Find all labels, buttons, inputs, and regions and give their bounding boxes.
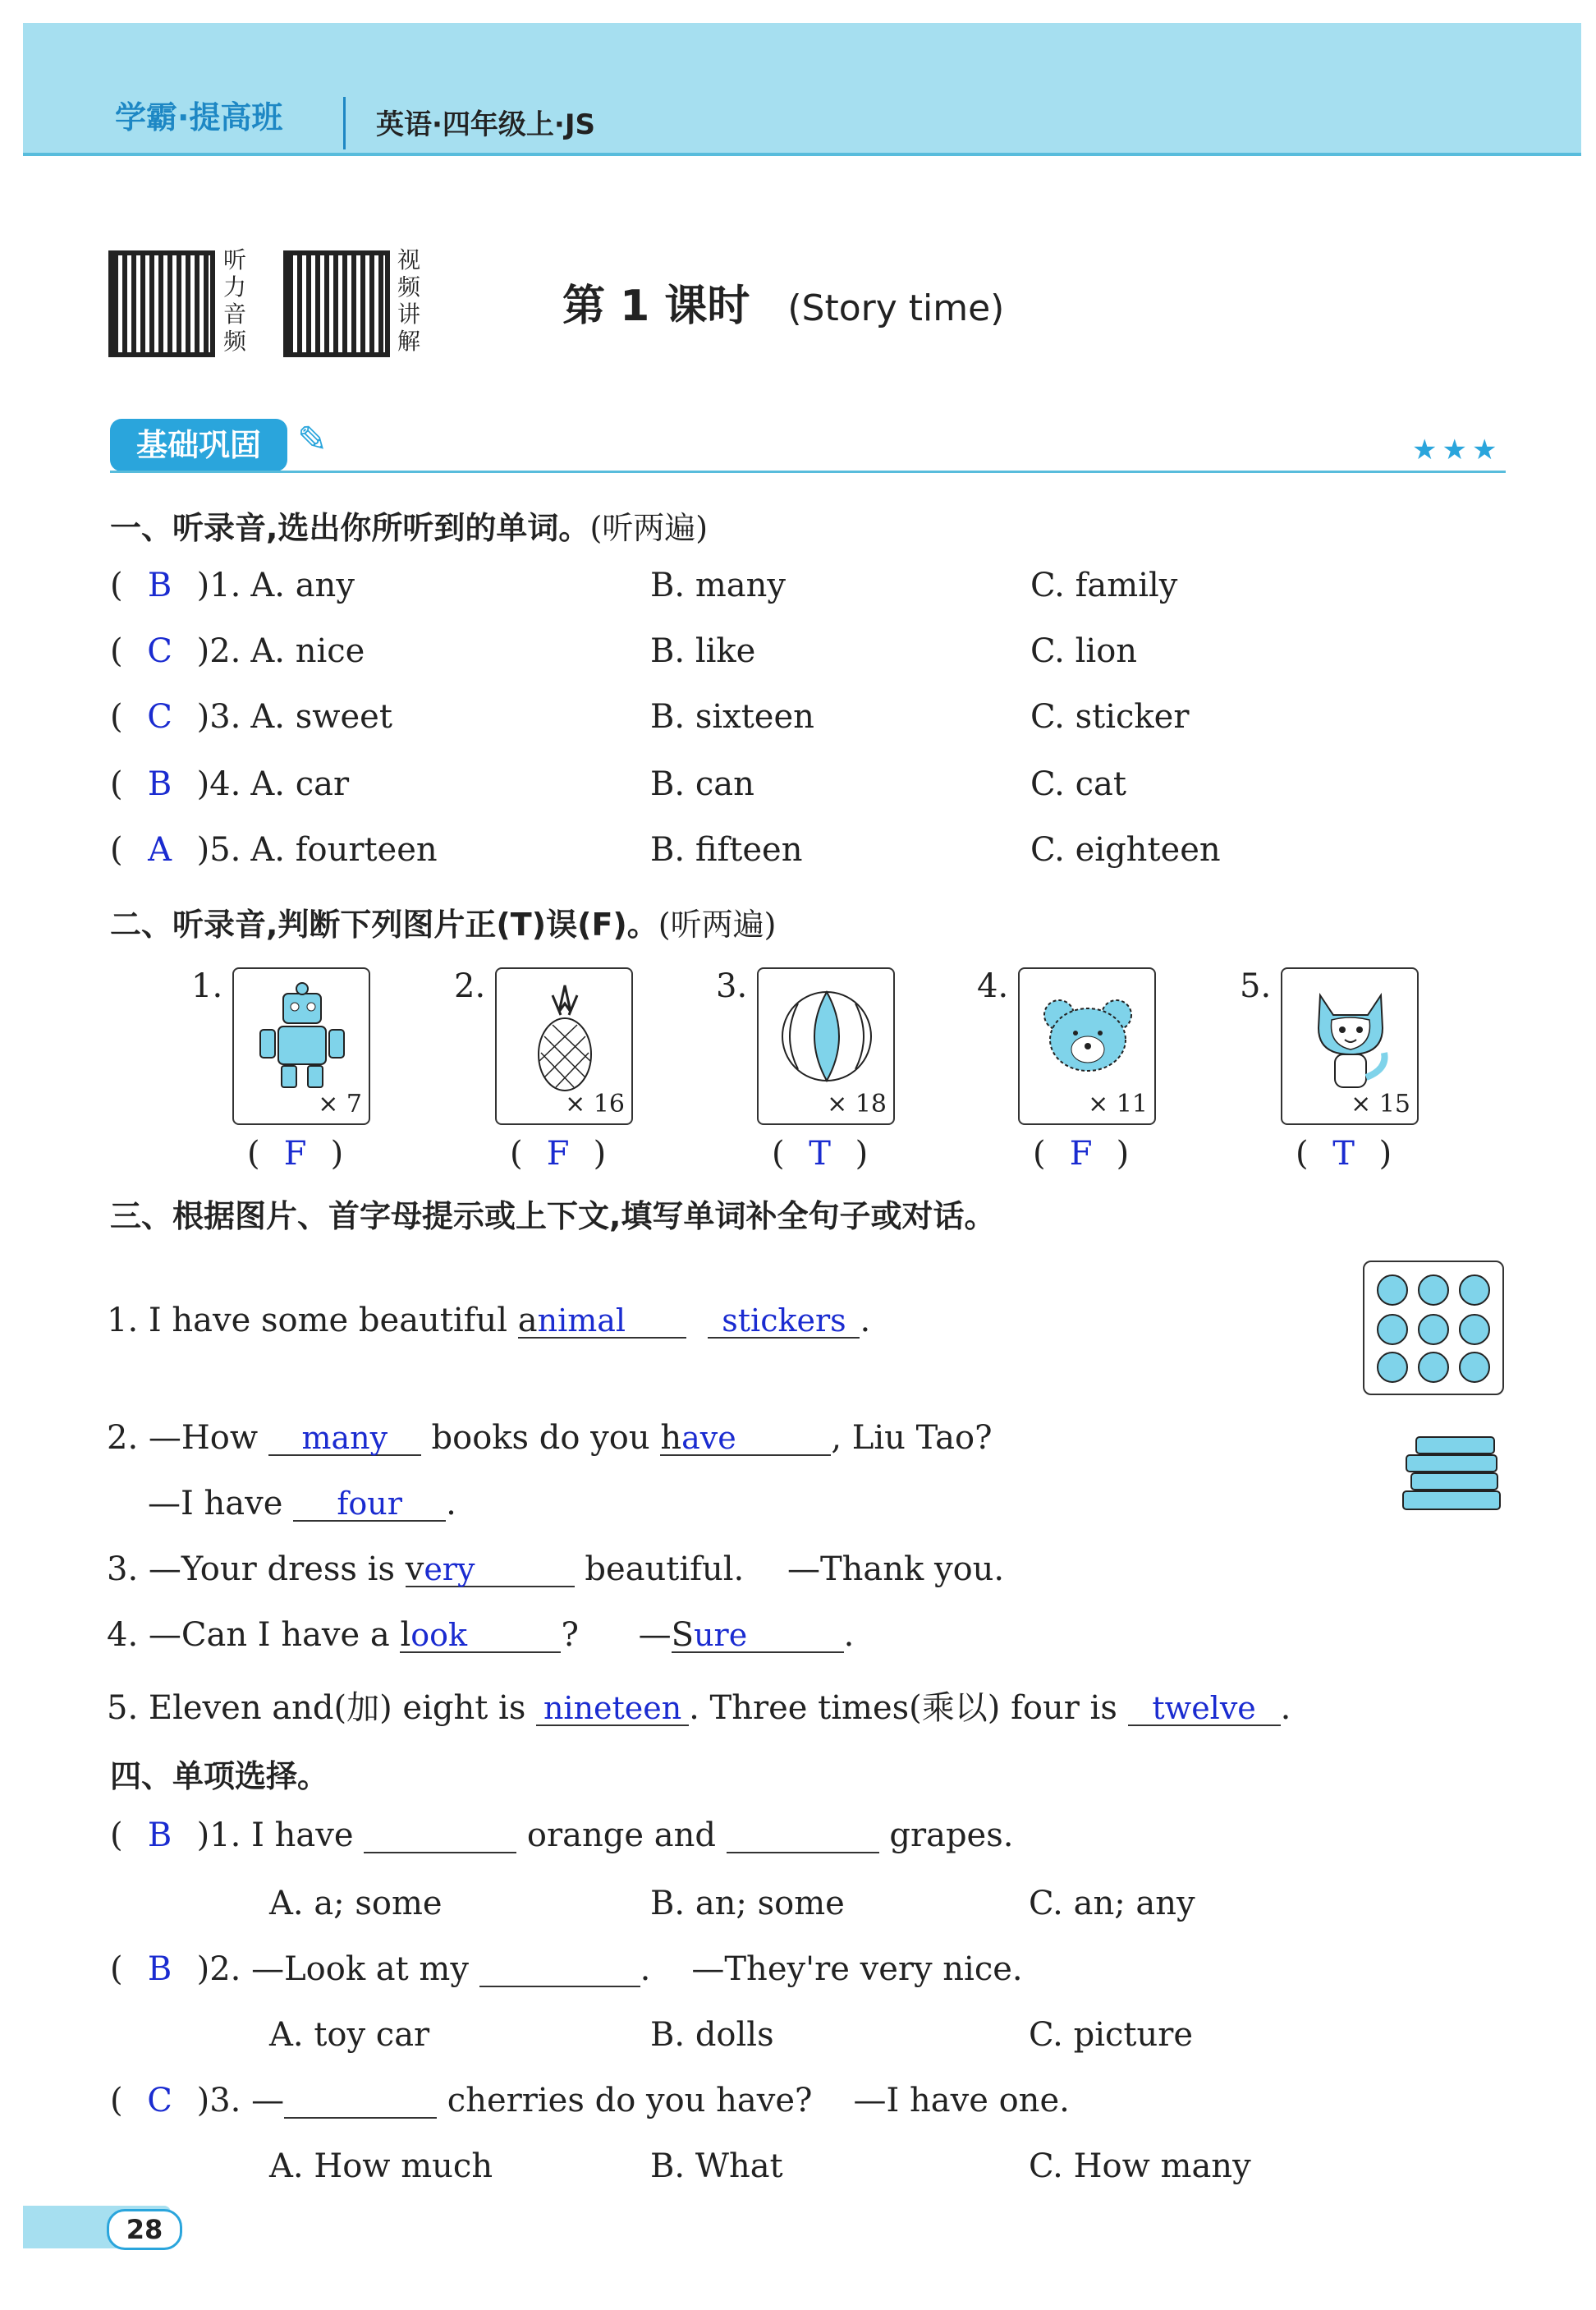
part1-item <box>110 831 438 869</box>
part3-q3: 3. —Your dress is very beautiful. —Thank you. <box>107 1550 1005 1588</box>
option-c: C. an; any <box>1029 1885 1195 1922</box>
picture-number: 4. <box>977 967 1009 1005</box>
qr-audio-label: 听力音频 <box>223 246 247 355</box>
answer-bracket[interactable]: ( B <box>110 1816 172 1854</box>
option-c: C. lion <box>1030 632 1138 670</box>
option-a: A. car <box>250 765 350 803</box>
option-b: B. fifteen <box>650 831 803 869</box>
tf-answer-bracket[interactable]: ( F ) <box>510 1135 607 1173</box>
q2-blank-2[interactable]: have <box>660 1421 831 1456</box>
option-b: B. What <box>650 2147 783 2185</box>
section-rule <box>110 471 1506 473</box>
q5-blank-1[interactable]: nineteen <box>536 1692 689 1726</box>
option-c: C. family <box>1030 567 1178 604</box>
part2-heading: 二、听录音,判断下列图片正(T)误(F)。(听两遍) <box>110 907 777 943</box>
bear-face-icon <box>1034 979 1141 1097</box>
qr-video-label: 视频讲解 <box>397 246 421 355</box>
qr-code-audio-icon[interactable] <box>108 250 215 357</box>
part3-q2: 2. —How many books do you have , Liu Tao? <box>107 1419 993 1457</box>
tf-answer-bracket[interactable]: ( F ) <box>1033 1135 1130 1173</box>
option-c: C. cat <box>1030 765 1126 803</box>
tf-answer-bracket[interactable]: ( T ) <box>1296 1135 1392 1173</box>
robot-icon <box>249 979 355 1097</box>
picture-card <box>757 967 895 1125</box>
mc-blank-1[interactable] <box>284 2084 437 2119</box>
q3-blank[interactable]: very <box>406 1553 575 1587</box>
mc-blank-2[interactable] <box>727 1819 879 1853</box>
option-b: B. many <box>650 567 786 604</box>
pineapple-icon <box>511 979 618 1097</box>
q4-blank-1[interactable]: look <box>400 1619 561 1653</box>
cat-icon <box>1297 979 1404 1097</box>
lesson-subtitle: (Story time) <box>787 287 1005 329</box>
header-divider-line <box>23 153 1581 156</box>
part1-item <box>110 698 392 736</box>
lesson-title <box>562 271 1004 333</box>
answer-bracket[interactable]: ( C <box>110 698 172 736</box>
picture-number: 1. <box>191 967 223 1005</box>
part3-q2-reply: —I have four . <box>148 1485 456 1522</box>
tf-answer-bracket[interactable]: ( F ) <box>247 1135 344 1173</box>
header-brand: 学霸·提高班 <box>115 99 283 135</box>
lesson-title-main: 第 1 课时 <box>562 282 750 331</box>
page-number: 28 <box>107 2209 182 2250</box>
q2-blank-1[interactable]: many <box>268 1421 421 1456</box>
mc-blank-1[interactable] <box>364 1819 516 1853</box>
part1-item <box>110 765 349 803</box>
mc-blank-1[interactable] <box>479 1953 640 1987</box>
answer-bracket[interactable]: ( B <box>110 765 172 803</box>
answer-bracket[interactable]: ( C <box>110 2082 172 2119</box>
picture-card <box>1281 967 1419 1125</box>
option-b: B. sixteen <box>650 698 814 736</box>
option-a: A. any <box>250 567 355 604</box>
option-a: A. sweet <box>250 698 392 736</box>
section-badge: 基础巩固 <box>110 419 287 471</box>
option-b: B. can <box>650 765 754 803</box>
tf-answer-bracket[interactable]: ( T ) <box>772 1135 869 1173</box>
picture-count: × 16 <box>565 1090 625 1118</box>
item-number: )4. <box>196 765 241 803</box>
difficulty-stars: ★★★ <box>1412 434 1502 466</box>
option-b: B. like <box>650 632 756 670</box>
sticker-sheet-picture <box>1363 1261 1504 1395</box>
q2-reply-blank[interactable]: four <box>293 1487 446 1522</box>
picture-number: 5. <box>1240 967 1272 1005</box>
picture-card <box>232 967 370 1125</box>
picture-count: × 7 <box>318 1090 362 1118</box>
picture-count: × 15 <box>1351 1090 1410 1118</box>
part3-q1: 1. I have some beautiful animal stickers . <box>107 1302 871 1339</box>
qr-code-video-icon[interactable] <box>283 250 390 357</box>
picture-count: × 18 <box>827 1090 887 1118</box>
answer-bracket[interactable]: ( C <box>110 632 172 670</box>
animal-stickers-icon <box>1364 1262 1502 1394</box>
option-a: A. toy car <box>269 2016 430 2054</box>
books-picture <box>1400 1429 1507 1522</box>
ball-icon <box>773 979 880 1097</box>
part1-item <box>110 567 355 604</box>
option-a: A. a; some <box>269 1885 443 1922</box>
q5-blank-2[interactable]: twelve <box>1128 1692 1281 1726</box>
header-separator <box>343 97 346 149</box>
part3-heading: 三、根据图片、首字母提示或上下文,填写单词补全句子或对话。 <box>110 1198 996 1234</box>
option-c: C. eighteen <box>1030 831 1221 869</box>
item-number: )3. <box>196 698 241 736</box>
option-a: A. nice <box>250 632 365 670</box>
part1-item <box>110 632 365 670</box>
picture-card <box>495 967 633 1125</box>
option-a: A. How much <box>269 2147 493 2185</box>
q1-blank-2[interactable]: stickers <box>708 1304 860 1339</box>
part3-q4: 4. —Can I have a look ? —Sure . <box>107 1616 855 1654</box>
q1-blank-1[interactable]: animal <box>518 1304 686 1339</box>
picture-count: × 11 <box>1088 1090 1148 1118</box>
picture-card <box>1018 967 1156 1125</box>
option-c: C. sticker <box>1030 698 1190 736</box>
header-subject: 英语·四年级上·JS <box>376 108 595 141</box>
option-c: C. How many <box>1029 2147 1251 2185</box>
answer-bracket[interactable]: ( A <box>110 831 172 869</box>
pencil-icon: ✎ <box>297 419 328 461</box>
option-b: B. dolls <box>650 2016 774 2054</box>
part4-item: ( B )1. I have orange and grapes. <box>110 1816 1014 1854</box>
option-a: A. fourteen <box>250 831 438 869</box>
part4-item: ( B )2. —Look at my . —They're very nice. <box>110 1950 1023 1988</box>
part4-heading: 四、单项选择。 <box>110 1758 329 1794</box>
option-c: C. picture <box>1029 2016 1194 2054</box>
option-b: B. an; some <box>650 1885 845 1922</box>
part1-heading: 一、听录音,选出你所听到的单词。(听两遍) <box>110 510 709 546</box>
q4-blank-2[interactable]: Sure <box>672 1619 844 1653</box>
part3-q5: 5. Eleven and(加) eight is nineteen . Three times(乘以) four is twelve . <box>107 1689 1291 1727</box>
books-icon <box>1400 1429 1507 1519</box>
picture-number: 3. <box>716 967 748 1005</box>
answer-bracket[interactable]: ( B <box>110 567 172 604</box>
picture-number: 2. <box>454 967 486 1005</box>
part4-item: ( C )3. — cherries do you have? —I have one. <box>110 2082 1070 2119</box>
item-number: )1. <box>196 567 241 604</box>
item-number: )5. <box>196 831 241 869</box>
answer-bracket[interactable]: ( B <box>110 1950 172 1988</box>
item-number: )2. <box>196 632 241 670</box>
